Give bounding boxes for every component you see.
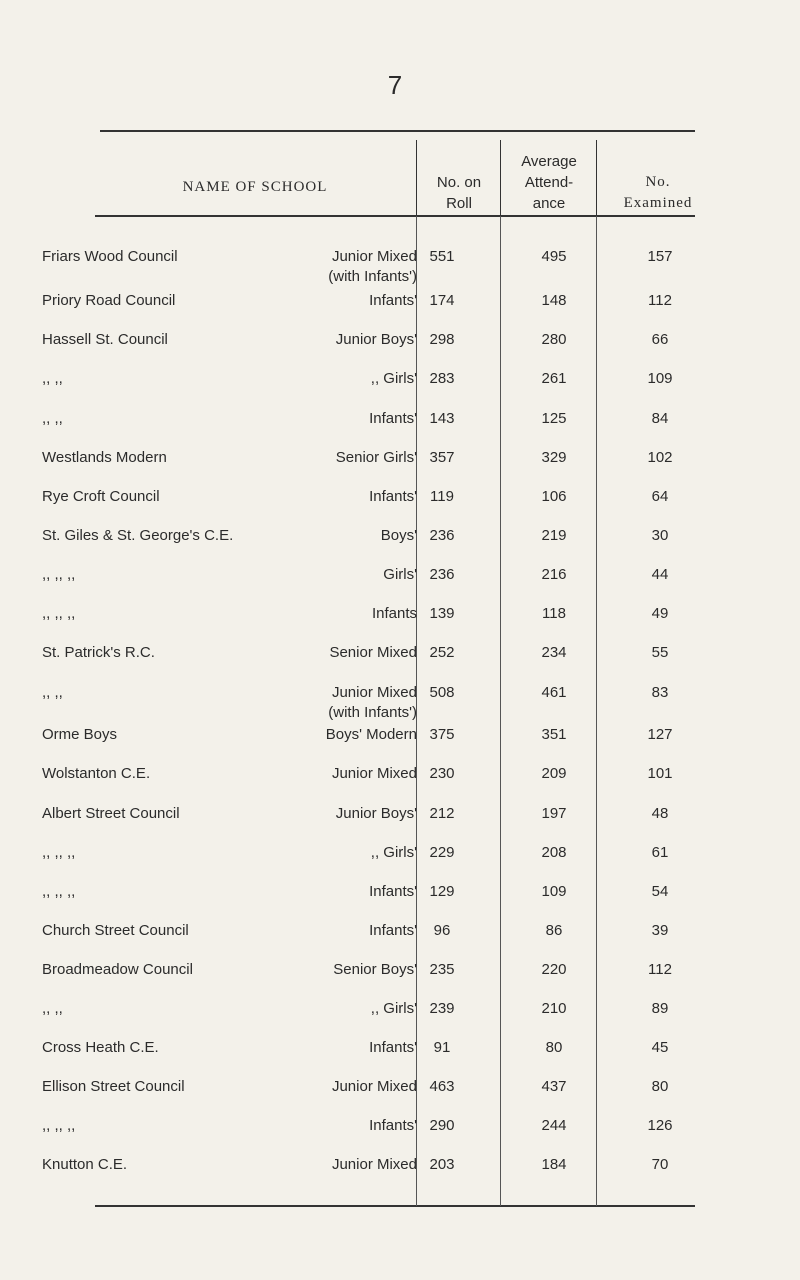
- school-type: Junior Boys': [335, 805, 417, 822]
- school-type: Girls': [383, 566, 417, 583]
- no-on-roll: 298: [429, 331, 455, 348]
- average-attendance: 495: [541, 248, 567, 265]
- school-type: Senior Boys': [333, 961, 417, 978]
- column-divider-1: [416, 140, 417, 216]
- no-on-roll: 375: [429, 726, 455, 743]
- no-examined: 112: [648, 961, 672, 978]
- no-examined: 66: [651, 331, 669, 348]
- school-type: Senior Girls': [335, 449, 417, 466]
- header-att-line-2: Attend-: [524, 174, 574, 191]
- no-examined: 127: [647, 726, 673, 743]
- school-type: Junior Mixed: [331, 1078, 417, 1095]
- school-name: ,, ,, ,,: [42, 883, 76, 900]
- no-examined: 83: [651, 684, 669, 701]
- average-attendance: 329: [541, 449, 567, 466]
- bottom-rule: [95, 1205, 695, 1207]
- average-attendance: 197: [541, 805, 567, 822]
- no-examined: 80: [651, 1078, 669, 1095]
- school-name: Broadmeadow Council: [42, 961, 193, 978]
- no-on-roll: 252: [429, 644, 455, 661]
- school-type: Infants': [369, 1117, 417, 1134]
- no-examined: 112: [648, 292, 672, 309]
- average-attendance: 220: [541, 961, 567, 978]
- school-name: Westlands Modern: [42, 449, 167, 466]
- header-att-line-1: Average: [521, 153, 577, 170]
- no-on-roll: 212: [429, 805, 455, 822]
- average-attendance: 106: [541, 488, 567, 505]
- header-bottom-rule: [95, 215, 695, 217]
- school-type: Infants': [369, 292, 417, 309]
- school-name: ,, ,,: [42, 684, 63, 701]
- school-name: Ellison Street Council: [42, 1078, 185, 1095]
- column-divider-2: [500, 140, 501, 216]
- school-type: Infants: [371, 605, 417, 622]
- no-examined: 61: [651, 844, 669, 861]
- school-type: ,, Girls': [370, 844, 417, 861]
- average-attendance: 280: [541, 331, 567, 348]
- school-type: ,, Girls': [370, 1000, 417, 1017]
- school-name: Albert Street Council: [42, 805, 180, 822]
- average-attendance: 351: [541, 726, 567, 743]
- school-name: ,, ,, ,,: [42, 605, 76, 622]
- average-attendance: 461: [541, 684, 567, 701]
- school-name: ,, ,, ,,: [42, 1117, 76, 1134]
- no-on-roll: 230: [429, 765, 455, 782]
- school-type: Junior Mixed: [331, 1156, 417, 1173]
- average-attendance: 210: [541, 1000, 567, 1017]
- average-attendance: 219: [541, 527, 567, 544]
- header-no-on-roll: [418, 172, 500, 214]
- no-examined: 70: [651, 1156, 669, 1173]
- school-name: Friars Wood Council: [42, 248, 178, 265]
- column-divider-2-body: [500, 216, 501, 1206]
- school-type: Infants': [369, 922, 417, 939]
- header-att-line-3: ance: [532, 195, 566, 212]
- no-examined: 157: [647, 248, 673, 265]
- no-on-roll: 143: [429, 410, 455, 427]
- school-name: ,, ,,: [42, 370, 63, 387]
- school-name: Priory Road Council: [42, 292, 176, 309]
- school-type: Boys' Modern: [325, 726, 417, 743]
- school-name: St. Giles & St. George's C.E.: [42, 527, 234, 544]
- no-on-roll: 508: [429, 684, 455, 701]
- no-examined: 102: [647, 449, 673, 466]
- header-roll-line-1: No. on: [436, 174, 482, 191]
- no-on-roll: 229: [429, 844, 455, 861]
- no-on-roll: 119: [430, 488, 454, 505]
- top-rule: [100, 130, 695, 132]
- no-examined: 44: [651, 566, 669, 583]
- no-examined: 30: [651, 527, 669, 544]
- school-name: Knutton C.E.: [42, 1156, 128, 1173]
- no-examined: 39: [651, 922, 669, 939]
- average-attendance: 216: [541, 566, 567, 583]
- school-type: Infants': [369, 488, 417, 505]
- school-name: Wolstanton C.E.: [42, 765, 151, 782]
- school-name: Orme Boys: [42, 726, 118, 743]
- no-on-roll: 174: [429, 292, 455, 309]
- school-name: ,, ,,: [42, 410, 63, 427]
- no-on-roll: 203: [429, 1156, 455, 1173]
- no-on-roll: 551: [429, 248, 455, 265]
- no-on-roll: 235: [429, 961, 455, 978]
- average-attendance: 261: [541, 370, 567, 387]
- school-type: ,, Girls': [370, 370, 417, 387]
- average-attendance: 244: [541, 1117, 567, 1134]
- no-examined: 54: [651, 883, 669, 900]
- no-examined: 126: [647, 1117, 673, 1134]
- school-type: Senior Mixed: [329, 644, 417, 661]
- school-type-note: (with Infants'): [328, 268, 417, 285]
- no-on-roll: 236: [429, 566, 455, 583]
- average-attendance: 125: [541, 410, 567, 427]
- school-name: St. Patrick's R.C.: [42, 644, 155, 661]
- no-on-roll: 91: [433, 1039, 451, 1056]
- no-examined: 55: [651, 644, 669, 661]
- no-examined: 89: [651, 1000, 669, 1017]
- school-name: Cross Heath C.E.: [42, 1039, 159, 1056]
- average-attendance: 86: [545, 922, 563, 939]
- no-examined: 101: [647, 765, 673, 782]
- no-examined: 49: [651, 605, 669, 622]
- no-examined: 45: [651, 1039, 669, 1056]
- average-attendance: 109: [541, 883, 567, 900]
- column-divider-3: [596, 140, 597, 216]
- no-on-roll: 357: [429, 449, 455, 466]
- school-name: ,, ,,: [42, 1000, 63, 1017]
- no-on-roll: 96: [433, 922, 451, 939]
- school-type: Boys': [380, 527, 417, 544]
- school-name: Church Street Council: [42, 922, 189, 939]
- average-attendance: 148: [541, 292, 567, 309]
- school-type: Infants': [369, 883, 417, 900]
- school-type: Infants': [369, 410, 417, 427]
- school-name: Hassell St. Council: [42, 331, 168, 348]
- no-on-roll: 236: [429, 527, 455, 544]
- no-on-roll: 239: [429, 1000, 455, 1017]
- header-exam-line-1: No.: [645, 174, 671, 190]
- school-name: Rye Croft Council: [42, 488, 160, 505]
- header-school-name: NAME OF SCHOOL: [182, 179, 328, 195]
- header-roll-line-2: Roll: [446, 195, 472, 212]
- school-name: ,, ,, ,,: [42, 844, 76, 861]
- header-average-attendance: [502, 151, 596, 214]
- no-on-roll: 463: [429, 1078, 455, 1095]
- average-attendance: 234: [541, 644, 567, 661]
- school-type: Junior Boys': [335, 331, 417, 348]
- no-examined: 48: [651, 805, 669, 822]
- no-on-roll: 139: [429, 605, 455, 622]
- average-attendance: 208: [541, 844, 567, 861]
- average-attendance: 118: [542, 605, 566, 622]
- header-no-examined: [598, 172, 718, 214]
- average-attendance: 437: [541, 1078, 567, 1095]
- average-attendance: 209: [541, 765, 567, 782]
- average-attendance: 184: [541, 1156, 567, 1173]
- school-type: Infants': [369, 1039, 417, 1056]
- school-type: Junior Mixed: [331, 684, 417, 701]
- school-type: Junior Mixed: [331, 248, 417, 265]
- no-on-roll: 290: [429, 1117, 455, 1134]
- no-examined: 64: [651, 488, 669, 505]
- page-number: 7: [387, 70, 403, 100]
- no-examined: 109: [647, 370, 673, 387]
- average-attendance: 80: [545, 1039, 563, 1056]
- column-divider-3-body: [596, 216, 597, 1206]
- no-examined: 84: [651, 410, 669, 427]
- no-on-roll: 283: [429, 370, 455, 387]
- header-exam-line-2: Examined: [623, 195, 693, 211]
- no-on-roll: 129: [429, 883, 455, 900]
- school-type-note: (with Infants'): [328, 704, 417, 721]
- school-name: ,, ,, ,,: [42, 566, 76, 583]
- school-type: Junior Mixed: [331, 765, 417, 782]
